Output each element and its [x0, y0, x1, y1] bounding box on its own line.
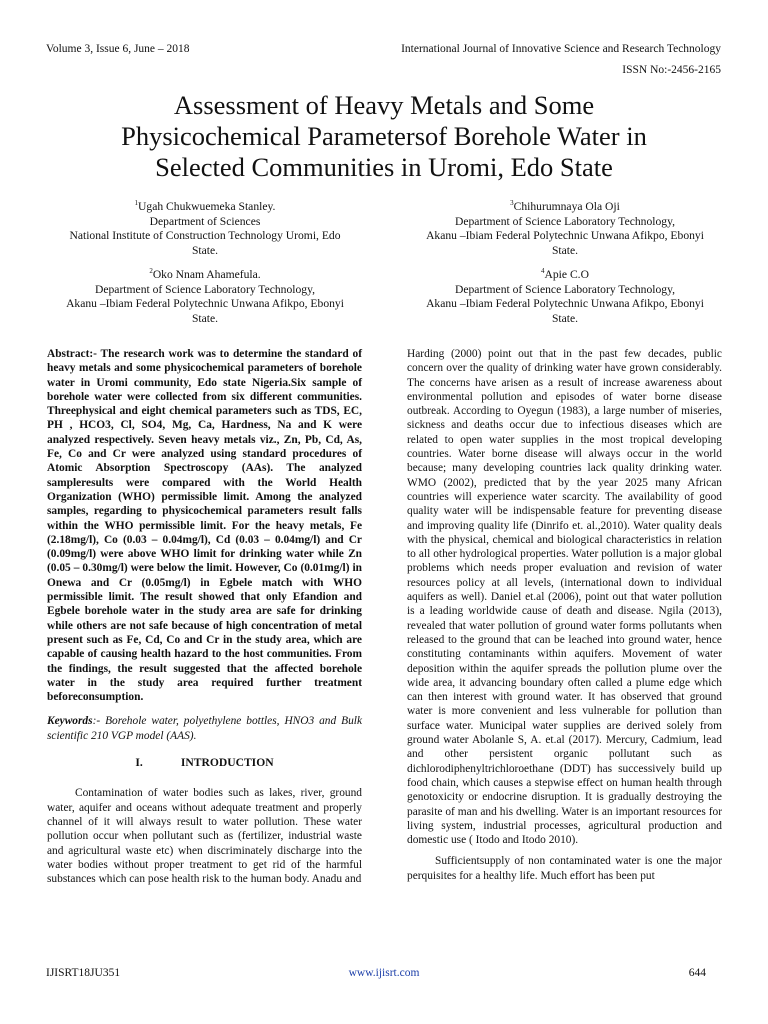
intro-paragraph: Contamination of water bodies such as lakes, river, ground water, aquifer and oceans without adequate treatment and properly channel of it will always result to water pollution. These water pollution occur when pollutant such as (fertilizer, industrial waste and agricultural waste etc) when discriminately discharge into the water bodies without proper treatment to get rid of the harmful substances which can pose health risk to the human body. Anadu and: [47, 787, 362, 886]
author-sup: 1: [134, 199, 139, 208]
author-inst: Akanu –Ibiam Federal Polytechnic Unwana Afikpo, Ebonyi: [426, 297, 704, 310]
footer-page-number: 644: [688, 967, 706, 979]
author-sup: 2: [149, 267, 153, 276]
author-3: [400, 200, 730, 258]
author-inst: Akanu –Ibiam Federal Polytechnic Unwana Afikpo, Ebonyi: [426, 229, 704, 242]
author-inst: National Institute of Construction Technology Uromi, Edo: [69, 229, 341, 242]
author-2: [40, 268, 370, 326]
abstract: Abstract:- The research work was to determine the standard of heavy metals and some physicochemical parameters of borehole water in Uromi community, Edo state Nigeria.Six sample of borehole water were collected from six different communities. Threephysical and eight chemical parameters such as TDS, EC, PH , HCO3, Cl, SO4, Mg, Ca, Hardness, Na and K were analyzed respectively. Seven heavy metals viz., Zn, Pb, Cd, As, Fe, Co and Cr were analyzed using standard procedures of Atomic Absorption Spectroscopy (AAs). The analyzed sampleresults were compared with the World Health Organization (WHO) permissible limit. Among the analyzed samples, regarding to physicochemical parameters result falls within the WHO permissible limit. For the heavy metals, Fe (2.18mg/l), Co (0.03 – 0.04mg/l), Cd (0.03 – 0.04mg/l) and Cr (0.09mg/l) were above WHO limit for drinking water while Zn (0.05 – 0.30mg/l) were below the limit. However, Co (0.01mg/l) in Onewa and Cr (0.05mg/l) in Egbele match with WHO permissible limit. The result showed that only Efandion and Egbele borehole water in the study area are safe for drinking while others are not safe because of high concentration of metal present such as Fe, Cd, Co and Cr in the study area, which are capable of causing health hazard to the host communities. From the findings, the result suggested that the affected borehole water in the study area required further treatment beforeconsumption.: [47, 348, 362, 704]
right-column: [407, 347, 722, 883]
footer-url-wrap: [0, 967, 768, 979]
author-sup: 3: [510, 199, 514, 208]
author-dept: Department of Science Laboratory Technology,: [94, 282, 316, 296]
keywords-text: :- Borehole water, polyethylene bottles, HNO3 and Bulk scientific 210 VGP model (AAS).: [47, 715, 362, 742]
author-sup: 4: [541, 267, 545, 276]
title-line: Physicochemical Parametersof Borehole Water in: [121, 121, 647, 151]
title-line: Selected Communities in Uromi, Edo State: [155, 152, 613, 182]
author-name: Oko Nnam Ahamefula.: [152, 268, 261, 281]
header-journal: International Journal of Innovative Science and Research Technology: [401, 43, 721, 55]
author-name: Ugah Chukwuemeka Stanley.: [138, 200, 276, 213]
body-paragraph: Harding (2000) point out that in the past few decades, public concern over the quality of drinking water have grown considerably. The concerns have arisen as a result of increase awareness about environmental pollution and episodes of water borne disease outbreak. According to Oyegun (1983), a large number of miseries, sickness and deaths occur due to infectious diseases which are related to open water supplies in the most tropical developing countries. Water borne disease will always occur in the world because; many developing countries lack quality drinking water. WMO (2002), predicted that by the year 2025 many African countries will experience water scarcity. The availability of good quality water will be indispensable feature for preventing disease and improving quality life (Dinrifo et. al.,2010). Water quality deals with the physical, chemical and biological characteristics in relation to all other hydrological properties. Water pollution is a major global problems which needs proper evaluation and revision of water resources policy at all levels, (international down to individual aquifers as well). Daniel et.al (2006), point out that water pollution is a leading worldwide cause of death and disease. Ngila (2013), revealed that water pollution of ground water forms pollutants when released to the ground that can be leached into ground water, hence constituting contaminants within aquifers. Movement of water deposition within the aquifer spreads the pollution plume over the wide area, it advancing boundary often called a plume edge which can then interest with ground water. It has observed that ground water is more convenient and less vulnerable for pollution than surface water. Municipal water supplies are derived solely from ground water Abolanle S, A. et.al (2017). Mercury, Cadmium, lead and other persistent organic pollutant such as dichlorodiphenyltrichloroethane (DDT) has successively build up food chain, which causes a stepwise effect on human health through genotoxicity or endocrine disruption. It is gradually destroying the parasite of man and his dwelling. Water is an important resources for living system, industrial processes, agricultural production and domestic use ( Itodo and Itodo 2010).: [407, 348, 722, 847]
author-dept: Department of Sciences: [149, 214, 261, 228]
author-4: [400, 268, 730, 326]
author-1: [40, 200, 370, 258]
author-dept: Department of Science Laboratory Technology,: [454, 282, 676, 296]
section-title: INTRODUCTION: [180, 756, 274, 770]
author-inst: State.: [551, 243, 579, 257]
footer-paper-id: IJISRT18JU351: [46, 967, 121, 979]
title-line: Assessment of Heavy Metals and Some: [173, 90, 595, 120]
left-column: [47, 347, 362, 886]
header-issn: ISSN No:-2456-2165: [622, 64, 721, 76]
author-inst: State.: [551, 311, 579, 325]
section-number: I.: [135, 756, 143, 770]
keywords: [47, 714, 362, 743]
body-paragraph: Sufficientsupply of non contaminated water is one the major perquisites for a healthy life. Much effort has been put: [407, 855, 722, 882]
section-heading: [47, 756, 362, 770]
author-inst: State.: [191, 243, 219, 257]
author-name: Chihurumnaya Ola Oji: [513, 200, 620, 213]
paper-title: [60, 90, 708, 183]
author-inst: State.: [191, 311, 219, 325]
footer-url[interactable]: www.ijisrt.com: [348, 967, 420, 979]
keywords-label: Keywords: [47, 715, 93, 728]
header-volume: Volume 3, Issue 6, June – 2018: [46, 43, 190, 55]
author-name: Apie C.O: [544, 268, 589, 281]
author-inst: Akanu –Ibiam Federal Polytechnic Unwana Afikpo, Ebonyi: [66, 297, 344, 310]
author-dept: Department of Science Laboratory Technology,: [454, 214, 676, 228]
